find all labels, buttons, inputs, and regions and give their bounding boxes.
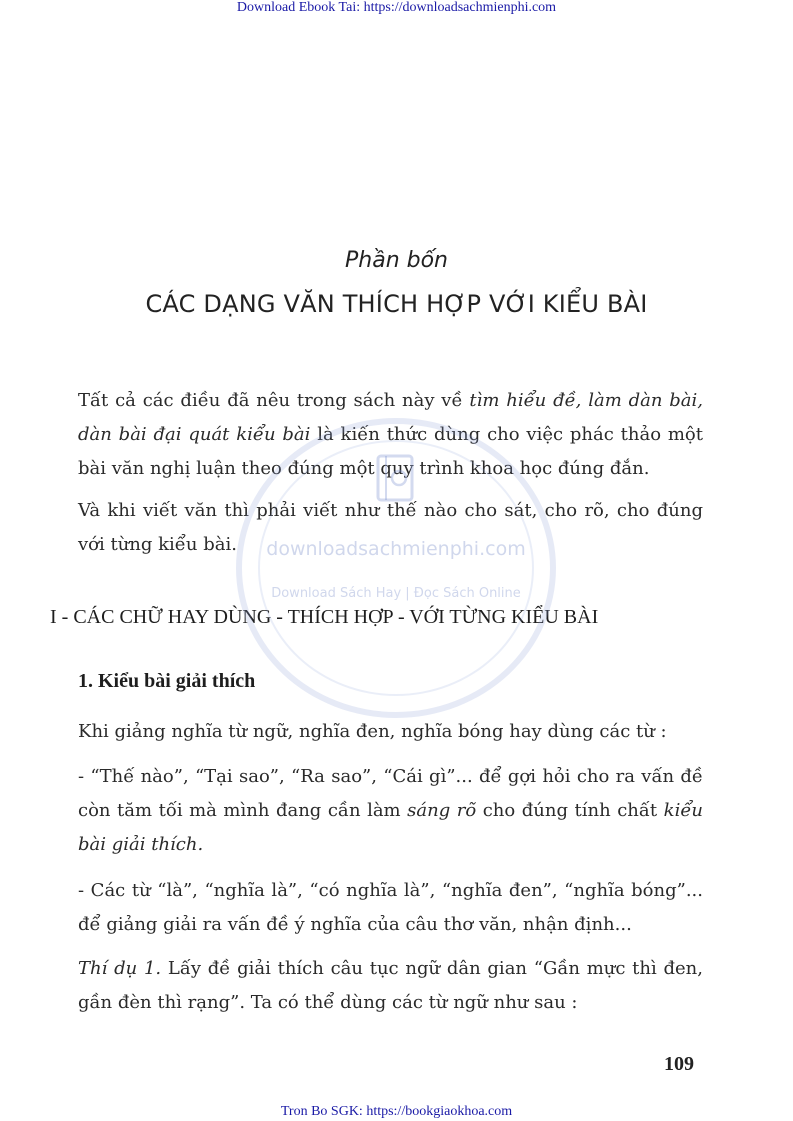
paragraph-intro: Tất cả các điều đã nêu trong sách này về tìm hiểu đề, làm dàn bài, dàn bài đại quát kiểu bài là kiến thức dùng cho việc phác thảo một bài văn nghị luận theo đúng một quy trình khoa học đúng đắn. — [78, 390, 703, 479]
footer-link[interactable]: Tron Bo SGK: https://bookgiaokhoa.com — [280, 1104, 513, 1119]
watermark-book-icon — [370, 452, 420, 506]
main-title: CÁC DẠNG VĂN THÍCH HỢP VỚI KIỂU BÀI — [145, 290, 648, 318]
watermark-site: downloadsachmienphi.com — [266, 538, 526, 560]
sub-heading: 1. Kiểu bài giải thích — [78, 670, 256, 692]
page-number: 109 — [664, 1053, 694, 1075]
part-title: Phần bốn — [345, 248, 448, 273]
section-heading: I - CÁC CHỮ HAY DÙNG - THÍCH HỢP - VỚI TỪNG KIỂU BÀI — [50, 606, 599, 628]
paragraph-explain: Khi giảng nghĩa từ ngữ, nghĩa đen, nghĩa bóng hay dùng các từ : — [78, 721, 667, 742]
paragraph-writing: Và khi viết văn thì phải viết như thế nào cho sát, cho rõ, cho đúng với từng kiểu bài. — [78, 500, 703, 555]
header-link[interactable]: Download Ebook Tai: https://downloadsachmienphi.com — [236, 0, 557, 15]
paragraph-example: Thí dụ 1. Lấy đề giải thích câu tục ngữ dân gian “Gần mực thì đen, gần đèn thì rạng”. Ta có thể dùng các từ ngữ như sau : — [78, 958, 703, 1013]
watermark-tagline: Download Sách Hay | Đọc Sách Online — [271, 586, 521, 601]
paragraph-meaning-words: - Các từ “là”, “nghĩa là”, “có nghĩa là”, “nghĩa đen”, “nghĩa bóng”... để giảng giải ra vấn đề ý nghĩa của câu thơ văn, nhận định... — [78, 880, 703, 935]
paragraph-question-words: - “Thế nào”, “Tại sao”, “Ra sao”, “Cái gì”... để gợi hỏi cho ra vấn đề còn tăm tối mà mình đang cần làm sáng rõ cho đúng tính chất kiểu bài giải thích. — [78, 766, 703, 855]
